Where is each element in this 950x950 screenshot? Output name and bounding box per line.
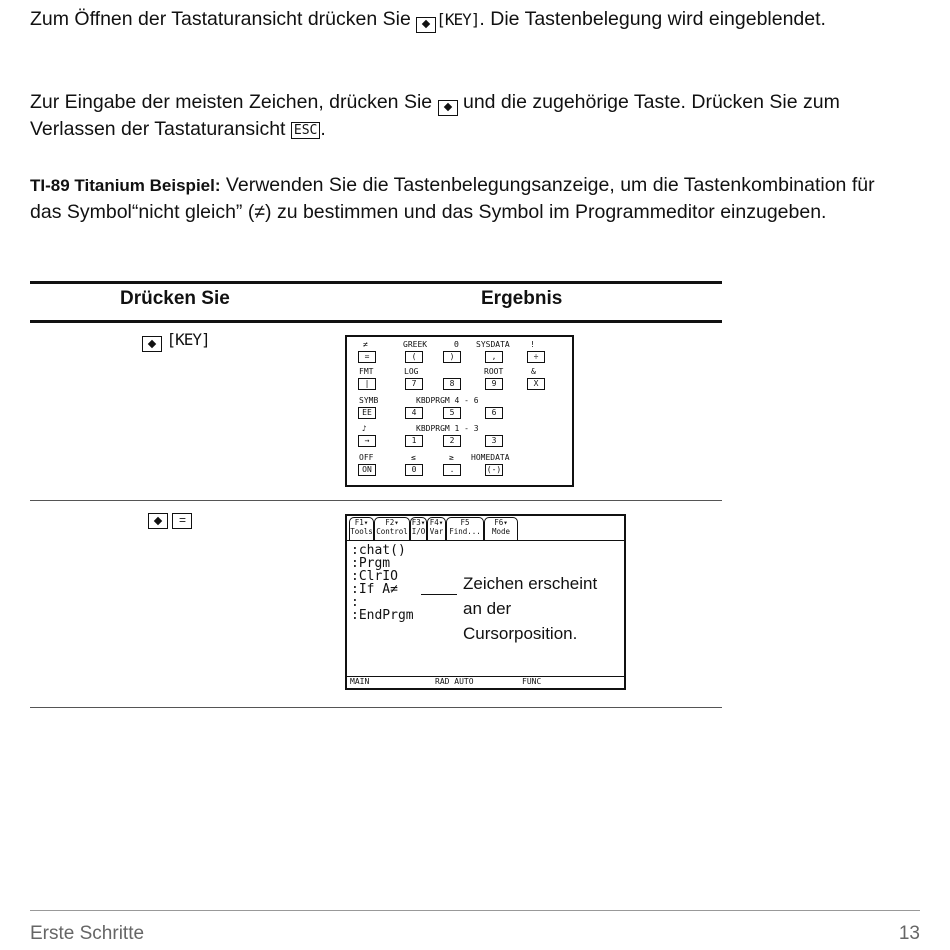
table-row-rule <box>30 500 722 501</box>
example-lead: TI-89 Titanium Beispiel: <box>30 176 221 195</box>
toolbar-tab-fkey: F2▾ <box>385 518 399 527</box>
diamond-key-icon <box>438 100 458 116</box>
keymap-key: 0 <box>405 464 423 476</box>
diamond-key-icon <box>148 513 168 529</box>
toolbar-tab[interactable] <box>484 517 518 541</box>
paragraph-example <box>30 172 910 226</box>
keymap-label: KBDPRGM 1 - 3 <box>416 424 479 433</box>
footer-rule <box>30 910 920 911</box>
keymap-label: GREEK <box>403 340 428 349</box>
row1-keys <box>142 330 210 352</box>
row2-keys <box>148 509 192 529</box>
keymap-label: & <box>531 367 536 376</box>
table-header-result: Ergebnis <box>481 288 563 309</box>
keymap-label: OFF <box>359 453 374 462</box>
keymap-label: KBDPRGM 4 - 6 <box>416 396 479 405</box>
paragraph-open-text: Zum Öffnen der Tastaturansicht drücken Sie <box>30 8 411 30</box>
keymap-key: ON <box>358 464 376 476</box>
keymap-key: ( <box>405 351 423 363</box>
keymap-label: ROOT <box>484 367 504 376</box>
keymap-key: | <box>358 378 376 390</box>
keymap-label: HOMEDATA <box>471 453 510 462</box>
keymap-key: → <box>358 435 376 447</box>
keymap-key: 1 <box>405 435 423 447</box>
equals-key-icon: = <box>172 513 192 529</box>
keymap-key: 8 <box>443 378 461 390</box>
toolbar-tab[interactable] <box>349 517 374 541</box>
paragraph-enter-chars <box>30 89 910 143</box>
keymap-key: 5 <box>443 407 461 419</box>
program-line: :EndPrgm <box>351 608 414 623</box>
row1-key-label: [KEY] <box>166 330 210 349</box>
toolbar-tab[interactable] <box>410 517 427 541</box>
callout-line-text: Zeichen erscheint <box>463 574 598 593</box>
diamond-key-icon <box>142 336 162 352</box>
paragraph-open-text-end: . Die Tastenbelegung wird eingeblendet. <box>479 8 826 30</box>
keymap-label: ≤ <box>411 453 416 462</box>
status-mode: RAD AUTO <box>435 677 474 686</box>
keymap-key: . <box>443 464 461 476</box>
toolbar-tab-label: I/O <box>411 527 426 536</box>
keymap-key: X <box>527 378 545 390</box>
keymap-label: LOG <box>404 367 419 376</box>
toolbar-tab-label: Tools <box>350 527 373 536</box>
diamond-key-icon <box>416 17 436 33</box>
toolbar-tab-fkey: F6▾ <box>494 518 508 527</box>
paragraph-open-keymap <box>30 6 910 33</box>
program-line: :If A≠ <box>351 582 398 597</box>
keymap-key: 9 <box>485 378 503 390</box>
paragraph-enter-text-middle: und die zugehörige Taste. Drücken Sie zum Verlassen der Tastaturansicht <box>30 91 840 140</box>
table-header-press: Drücken Sie <box>120 288 230 309</box>
keymap-label: ♪ <box>362 424 367 433</box>
example-text: Verwenden Sie die Tastenbelegungsanzeige, um die Tastenkombination für das Symbol“nicht gleich” (≠) zu bestimmen und das Symbol im Programmeditor einzugeben. <box>30 174 875 223</box>
toolbar-tab-fkey: F1▾ <box>354 518 369 527</box>
keymap-key: 7 <box>405 378 423 390</box>
keymap-label: SYMB <box>359 396 379 405</box>
program-editor-screen <box>345 514 626 690</box>
status-main: MAIN <box>350 677 370 686</box>
keymap-key: 6 <box>485 407 503 419</box>
keymap-key: ) <box>443 351 461 363</box>
program-line: :ClrIO <box>351 569 398 584</box>
callout-line-text: Cursorposition. <box>463 624 578 643</box>
keymap-key: ÷ <box>527 351 545 363</box>
page-number: 13 <box>898 923 920 944</box>
toolbar-tab-label: Find... <box>449 527 481 536</box>
program-line: :Prgm <box>351 556 391 571</box>
keymap-screen <box>345 335 574 487</box>
toolbar-tab[interactable] <box>446 517 484 541</box>
program-line: :chat() <box>351 543 406 558</box>
keymap-label: ≠ <box>363 340 368 349</box>
toolbar-tab-fkey: F3▾ <box>411 518 426 527</box>
toolbar-tab-label: Control <box>376 527 408 536</box>
toolbar-tab-fkey: F4▾ <box>429 518 444 527</box>
table-header-rule <box>30 320 722 323</box>
paragraph-enter-text: Zur Eingabe der meisten Zeichen, drücken Sie <box>30 91 433 113</box>
keymap-label: ≥ <box>449 453 454 462</box>
keymap-key: 2 <box>443 435 461 447</box>
callout-line-text: an der <box>463 599 512 618</box>
keymap-key: = <box>358 351 376 363</box>
toolbar-tab[interactable] <box>374 517 410 541</box>
esc-key-icon: ESC <box>291 122 320 139</box>
footer-title: Erste Schritte <box>30 923 145 944</box>
keymap-label: SYSDATA <box>476 340 510 349</box>
program-line: : <box>351 595 359 610</box>
callout-leader-line <box>421 594 457 595</box>
toolbar-tab-fkey: F5 <box>460 518 470 527</box>
table-top-rule <box>30 281 722 284</box>
toolbar-tab[interactable] <box>427 517 446 541</box>
keymap-label: ! <box>530 340 535 349</box>
toolbar-tab-label: Var <box>429 527 444 536</box>
keymap-key: , <box>485 351 503 363</box>
keymap-key: 3 <box>485 435 503 447</box>
paragraph-enter-text-end: . <box>320 118 326 140</box>
keymap-key: (-) <box>486 465 502 474</box>
keymap-key: EE <box>358 407 376 419</box>
table-bottom-rule <box>30 707 722 708</box>
keymap-label: FMT <box>359 367 374 376</box>
toolbar-tab-label: Mode <box>491 527 511 536</box>
status-func: FUNC <box>522 677 542 686</box>
status-bar <box>347 676 624 688</box>
callout-text <box>463 571 597 646</box>
keymap-label: Θ <box>454 340 459 349</box>
keymap-key: 4 <box>405 407 423 419</box>
key-label: [KEY] <box>436 10 480 29</box>
